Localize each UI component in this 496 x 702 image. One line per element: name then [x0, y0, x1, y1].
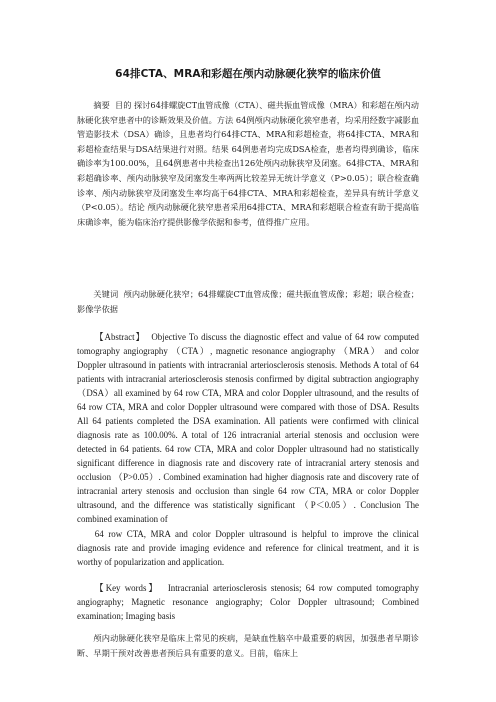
- abstract-cn: [77, 98, 419, 229]
- keywords-cn-label: 关键词: [93, 289, 119, 299]
- keywords-cn-text: 颅内动脉硬化狭窄；64排螺旋CT血管成像；磁共振血管成像；彩超；联合检查；影像学依据: [77, 289, 419, 314]
- abstract-en-text: Objective To discuss the diagnostic effect and value of 64 row computed tomography angiography （CTA）, magnetic resonance angiography （MRA） and color Doppler ultrasound in patients with intracranial arteriosclerosis stenosis. Methods A total of 64 patients with intracranial arteriosclerosis stenosis confirmed by digital subtraction angiography（DSA）all examined by 64 row CTA, MRA and color Doppler ultrasound, and the results of 64 row CTA, MRA and color Doppler ultrasound were compared with those of DSA. Results All 64 patients completed the DSA examination. All patients were confirmed with clinical diagnosis rate as 100.00%. A total of 126 intracranial arterial stenosis and occlusion were detected in 64 patients. 64 row CTA, MRA and color Doppler ultrasound had no statistically significant difference in diagnosis rate and discovery rate of intracranial artery stenosis and occlusion （P>0.05）. Combined examination had higher diagnosis rate and discovery rate of intracranial artery stenosis and occlusion than single 64 row CTA, MRA or color Doppler ultrasound, and the difference was statistically significant （P＜0.05）. Conclusion The combined examination of: [77, 332, 419, 524]
- keywords-cn: [77, 287, 419, 316]
- intro-cn-paragraph: 颅内动脉硬化狭窄是临床上常见的疾病，是缺血性脑卒中最重要的病因，加强患者早期诊断、早期干预对改善患者预后具有重要的意义。目前，临床上: [77, 633, 419, 658]
- keywords-en-text: Intracranial arteriosclerosis stenosis; 64 row computed tomography angiography; Magnetic resonance angiography; Color Doppler ultrasound; Combined examination; Imaging basis: [77, 583, 419, 621]
- page-title: 64排CTA、MRA和彩超在颅内动脉硬化狭窄的临床价值: [115, 68, 381, 80]
- abstract-en-paragraph-2: 64 row CTA, MRA and color Doppler ultrasound is helpful to improve the clinical diagnosis rate and provide imaging evidence and reference for clinical treatment, and it is worthy of popularization and application.: [77, 529, 419, 567]
- keywords-en-paragraph: [77, 581, 419, 623]
- abstract-cn-paragraph: [77, 98, 419, 229]
- abstract-cn-text: 目的 探讨64排螺旋CT血管成像（CTA）、磁共振血管成像（MRA）和彩超在颅内动脉硬化狭窄患者中的诊断效果及价值。方法 64例颅内动脉硬化狭窄患者，均采用经数字减影血管造影技术（DSA）确诊，且患者均行64排CTA、MRA和彩超检查，将64排CTA、MRA和彩超检查结果与DSA结果进行对照。结果 64例患者均完成DSA检查，患者均得到确诊，临床确诊率为100.00%，且64例患者中共检查出126处颅内动脉狭窄及闭塞。64排CTA、MRA和彩超确诊率、颅内动脉狭窄及闭塞发生率两两比较差异无统计学意义（P>0.05）；联合检查确诊率、颅内动脉狭窄及闭塞发生率均高于64排CTA、MRA和彩超检查，差异具有统计学意义（P<0.05）。结论 颅内动脉硬化狭窄患者采用64排CTA、MRA和彩超联合检查有助于提高临床确诊率，能为临床治疗提供影像学依据和参考，值得推广应用。: [77, 100, 419, 227]
- keywords-en-label: 【Key words】: [94, 583, 160, 593]
- abstract-en-continued: [77, 527, 419, 569]
- keywords-en: [77, 581, 419, 623]
- abstract-en-label: 【Abstract】: [94, 332, 146, 342]
- keywords-cn-paragraph: [77, 287, 419, 316]
- intro-cn: [77, 631, 419, 660]
- abstract-en: [77, 330, 419, 526]
- abstract-en-paragraph: [77, 330, 419, 526]
- abstract-cn-label: 摘要: [93, 100, 110, 110]
